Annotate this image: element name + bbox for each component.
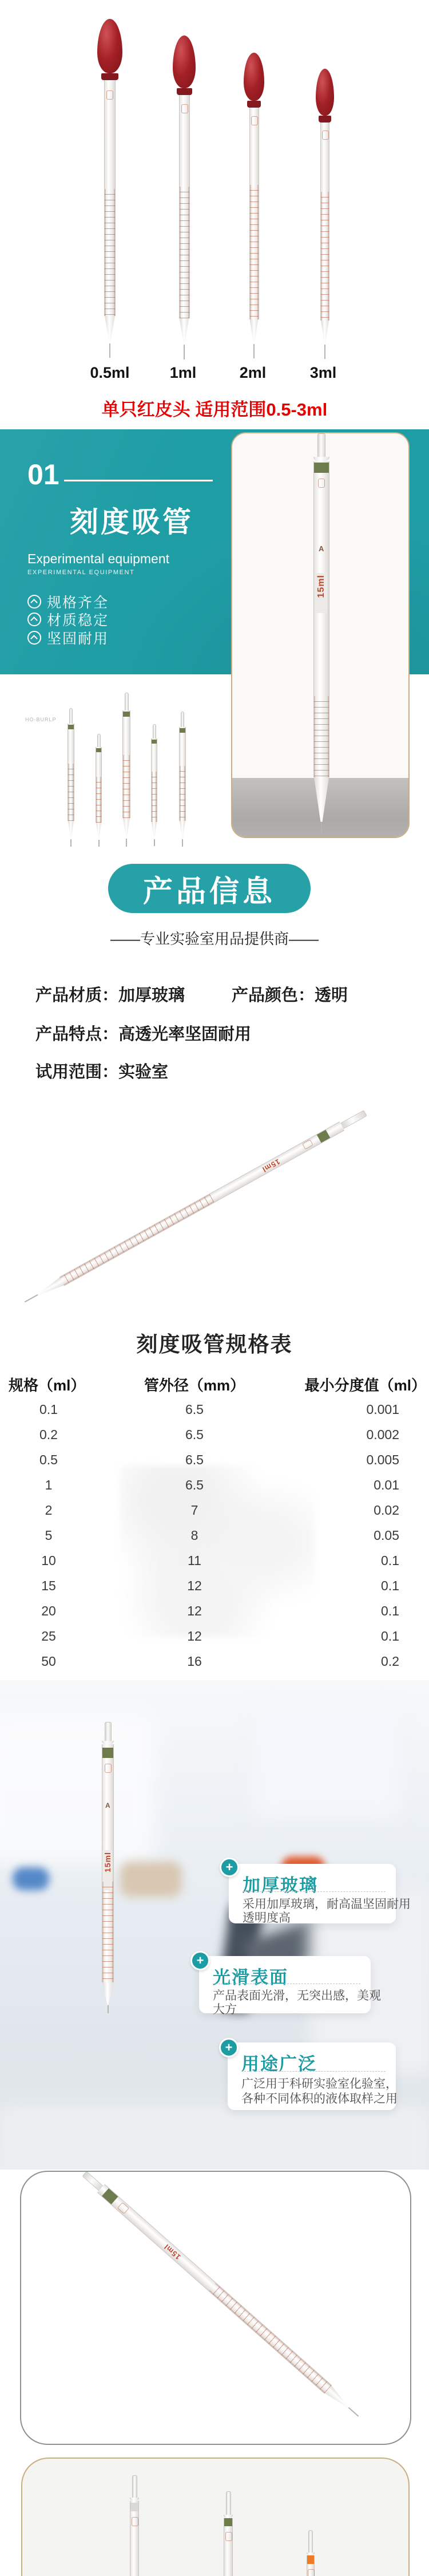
table-cell: 0.02: [374, 1502, 399, 1518]
column-header: 规格（ml）: [9, 1376, 86, 1394]
info-value: 实验室: [118, 1063, 169, 1081]
hero-divider-line: [64, 480, 213, 481]
class-a-print: A: [105, 1801, 110, 1809]
tip: [253, 344, 255, 358]
hero-bullet-3: [27, 627, 109, 648]
info-label: 产品颜色：: [232, 986, 315, 1005]
mini-pipette-1: [67, 708, 74, 847]
mini-pipette-4: [151, 724, 157, 846]
table-cell: 0.2: [381, 1653, 399, 1669]
diagonal-pipette-info: [21, 1089, 399, 1310]
size-label-1ml: 1ml: [169, 364, 197, 381]
hero-index-number: 01: [27, 459, 59, 491]
maker-seal: [106, 90, 113, 100]
table-cell: 6.5: [185, 1477, 204, 1492]
red-caption: 单只红皮头 适用范围0.5-3ml: [101, 400, 328, 420]
blue-lab-item: [13, 1867, 49, 1890]
table-cell: 20: [41, 1603, 56, 1618]
table-row: [0, 1498, 429, 1523]
tan-lab-item: [120, 1862, 182, 1897]
bulb-collar: [319, 116, 331, 123]
table-cell: 0.01: [374, 1477, 399, 1492]
column-header: 管外径（mm）: [144, 1376, 245, 1394]
info-row-material: [35, 982, 348, 1006]
plus-icon: +: [220, 1858, 239, 1877]
green-band: [224, 2518, 232, 2526]
table-cell: 1: [45, 1477, 53, 1492]
maker-seal: [181, 104, 188, 113]
orange-band: [307, 2555, 314, 2564]
info-row-feature: [35, 1021, 251, 1045]
mini-pipette-3: [122, 693, 130, 847]
table-cell: 0.1: [381, 1603, 399, 1618]
card-title: 用途广泛: [241, 2054, 317, 2074]
table-row: [0, 1649, 429, 1674]
spec-table-body: [0, 1397, 429, 1674]
rubber-bulb: [244, 53, 264, 101]
table-cell: 0.1: [381, 1628, 399, 1643]
info-row-scope: [35, 1059, 168, 1082]
table-cell: 0.005: [366, 1452, 399, 1467]
taper: [180, 318, 189, 345]
table-row: [0, 1472, 429, 1498]
bottom-pipette-panel: [21, 2458, 410, 2576]
bullet-label: 材质稳定: [47, 613, 109, 629]
product-info-banner: 产品信息: [108, 864, 311, 913]
mouth-stub: [317, 433, 325, 457]
tip: [324, 345, 325, 359]
table-cell: 50: [41, 1653, 56, 1669]
table-cell: 0.001: [366, 1401, 399, 1417]
glass-tube: [313, 461, 329, 777]
glass-tube: [104, 80, 116, 316]
taper: [105, 316, 115, 343]
pipette-2ml: [244, 53, 264, 358]
graduations: [209, 2283, 331, 2393]
mouth-stub: [82, 2171, 103, 2191]
maker-seal: [322, 131, 329, 140]
table-cell: 12: [187, 1628, 202, 1643]
bench-surface: [0, 2107, 429, 2170]
table-cell: 0.1: [381, 1552, 399, 1568]
volume-print: 15ml: [103, 1852, 112, 1872]
table-cell: 12: [187, 1578, 202, 1593]
info-label: 产品特点：: [35, 1025, 119, 1044]
graduations: [59, 1194, 214, 1285]
info-value: 透明: [315, 986, 348, 1005]
green-band: [317, 1130, 331, 1143]
glass-tube: [320, 123, 329, 321]
feature-photo-section: [0, 1680, 429, 2170]
photo-highlight: [252, 1703, 400, 1818]
tip: [109, 343, 110, 358]
plus-icon: +: [219, 2038, 239, 2057]
table-row: [0, 1623, 429, 1649]
card-divider: [243, 1891, 386, 1892]
class-a-print: A: [319, 544, 324, 553]
table-row: [0, 1598, 429, 1623]
size-label-0.5ml: 0.5ml: [90, 364, 130, 381]
taper: [250, 319, 259, 344]
table-cell: 10: [41, 1552, 56, 1568]
info-value: 高透光率坚固耐用: [118, 1025, 252, 1044]
framed-pipette-panel: [20, 2171, 411, 2445]
graduations: [105, 189, 115, 316]
maker-seal: [117, 2202, 129, 2214]
feature-card-wide-use: [228, 2042, 396, 2110]
graduations: [180, 187, 189, 318]
info-label: 试用范围：: [35, 1063, 119, 1081]
table-cell: 15: [41, 1578, 56, 1593]
table-cell: 0.05: [374, 1527, 399, 1543]
bulb-collar: [101, 73, 118, 80]
bulb-collar: [177, 88, 192, 95]
circle-check-icon: [27, 613, 41, 626]
table-cell: 0.1: [39, 1401, 58, 1417]
table-row: [0, 1523, 429, 1548]
size-label-3ml: 3ml: [309, 364, 337, 381]
side-note-text: HO-BURLP: [25, 717, 57, 722]
table-cell: 6.5: [185, 1452, 204, 1467]
tip: [25, 1294, 38, 1302]
info-value: 加厚玻璃: [118, 986, 185, 1005]
table-cell: 7: [190, 1502, 198, 1518]
pipette-1ml: [173, 35, 196, 359]
card-text: 广泛用于科研实验室化验室，: [241, 2077, 398, 2091]
hero-pipette-panel: [231, 432, 410, 838]
bottom-pipette-white-band: [130, 2475, 139, 2576]
photo-pipette-15ml: [102, 1722, 114, 2013]
table-cell: 16: [187, 1653, 202, 1669]
volume-print: 15ml: [260, 1157, 282, 1174]
table-cell: 5: [45, 1527, 53, 1543]
diagonal-pipette: [78, 2171, 364, 2423]
graduations: [321, 192, 329, 321]
tagline: ——专业实验室用品提供商——: [110, 930, 319, 947]
hero-bullet-2: [27, 609, 109, 630]
table-cell: 12: [187, 1603, 202, 1618]
table-cell: 0.5: [39, 1452, 58, 1467]
rubber-bulb: [316, 69, 334, 116]
maker-seal: [318, 479, 325, 488]
bottom-pipette-orange-band: [307, 2530, 315, 2576]
pipette-0.5ml: [97, 19, 122, 358]
bulb-collar: [247, 101, 261, 108]
card-divider: [241, 2071, 386, 2072]
pipette-3ml: [316, 69, 334, 359]
volume-print: 15ml: [162, 2242, 183, 2262]
tip: [348, 2407, 359, 2417]
tip: [184, 345, 185, 359]
green-band: [102, 2188, 118, 2204]
glass-tube: [97, 2184, 332, 2394]
size-label-2ml: 2ml: [239, 364, 267, 381]
table-row: [0, 1447, 429, 1472]
mini-pipette-2: [96, 734, 102, 847]
shoulder: [313, 457, 329, 461]
table-row: [0, 1397, 429, 1422]
top-photo-section: [0, 0, 429, 428]
card-text: 各种不同体积的液体取样之用: [241, 2092, 398, 2105]
hero-subtitle-caps: EXPERIMENTAL EQUIPMENT: [27, 569, 135, 576]
table-cell: 25: [41, 1628, 56, 1643]
feature-card-thick-glass: [229, 1864, 411, 1925]
glass-tube: [179, 95, 190, 318]
bottom-pipette-green-band: [224, 2491, 233, 2576]
mini-pipette-5: [179, 712, 186, 847]
table-cell: 6.5: [185, 1401, 204, 1417]
table-cell: 0.2: [39, 1427, 58, 1442]
card-text: 透明度高: [243, 1911, 291, 1925]
graduations: [250, 185, 259, 319]
bullet-label: 坚固耐用: [47, 631, 109, 647]
circle-check-icon: [27, 631, 41, 645]
spec-table-header: [0, 1373, 429, 1396]
mouth-stub: [340, 1110, 367, 1129]
tip: [321, 823, 322, 833]
table-cell: 0.1: [381, 1578, 399, 1593]
table-row: [0, 1573, 429, 1598]
table-row: [0, 1422, 429, 1447]
table-cell: 6.5: [185, 1427, 204, 1442]
hero-pipette-15ml: [313, 433, 329, 833]
table-cell: 2: [45, 1502, 53, 1518]
green-band: [102, 1748, 113, 1758]
silver-band: [130, 2503, 138, 2511]
taper: [35, 1278, 64, 1299]
spec-table-title: 刻度吸管规格表: [136, 1333, 293, 1356]
card-text: 产品表面光滑，无突出感，美观: [213, 1989, 381, 2002]
maker-seal: [302, 1139, 313, 1149]
table-cell: 0.002: [366, 1427, 399, 1442]
table-row: [0, 1548, 429, 1573]
green-band: [314, 463, 329, 473]
maker-seal: [251, 116, 258, 125]
card-title: 加厚玻璃: [243, 1875, 318, 1895]
circle-check-icon: [27, 595, 41, 609]
taper: [314, 777, 329, 823]
card-text: 大方: [213, 2003, 237, 2016]
feature-card-smooth-surface: [199, 1956, 381, 2016]
taper: [321, 321, 329, 345]
hero-title: 刻度吸管: [70, 506, 193, 538]
info-label: 产品材质：: [35, 986, 119, 1005]
glass-tube: [249, 108, 259, 319]
rubber-bulb: [97, 19, 122, 73]
hero-subtitle: Experimental equipment: [27, 551, 170, 566]
card-text: 采用加厚玻璃，耐高温坚固耐用: [243, 1898, 411, 1911]
glass-tube: [59, 1121, 345, 1286]
table-cell: 8: [190, 1527, 198, 1543]
photo-highlight: [0, 1714, 154, 1863]
rubber-bulb: [173, 35, 196, 88]
plus-icon: +: [190, 1951, 210, 1970]
volume-print: 15ml: [316, 575, 326, 598]
table-cell: 11: [188, 1552, 201, 1568]
card-title: 光滑表面: [213, 1967, 288, 1988]
bullet-label: 规格齐全: [47, 595, 109, 611]
graduations: [314, 696, 329, 777]
column-header: 最小分度值（ml）: [304, 1376, 426, 1394]
